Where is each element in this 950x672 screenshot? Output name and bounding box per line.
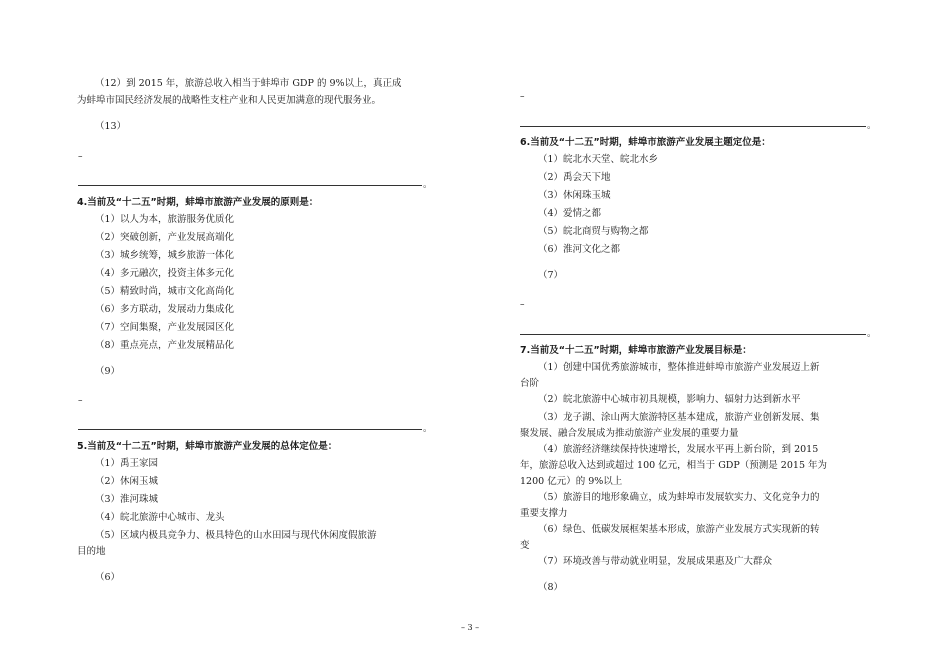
list-item-cont: 年，旅游总收入达到或超过 100 亿元，相当于 GDP（预测是 2015 年为 [520, 460, 828, 471]
list-item: （4）爱情之都 [538, 208, 602, 219]
list-item: （1）禹王家园 [95, 458, 159, 469]
list-item: （5）精致时尚，城市文化高尚化 [95, 286, 235, 297]
answer-line[interactable] [520, 126, 866, 127]
page-number: – 3 – [461, 623, 480, 632]
list-item-cont: 变 [520, 540, 530, 551]
line-end-mark: 。 [867, 121, 877, 131]
q7-heading: 7.当前及“十二五”时期，蚌埠市旅游产业发展目标是： [520, 345, 752, 356]
list-item: （5）皖北商贸与购物之都 [538, 226, 649, 237]
list-item: （4）旅游经济继续保持快速增长，发展水平再上新台阶，到 2015 [538, 444, 819, 455]
blank-dash: – [520, 300, 525, 310]
item12-line1: （12）到 2015 年，旅游总收入相当于蚌埠市 GDP 的 9%以上，真正成 [95, 78, 402, 89]
list-item: （5）区域内极具竞争力、极具特色的山水田园与现代休闲度假旅游 [95, 530, 377, 541]
list-item: （1）以人为本，旅游服务优质化 [95, 214, 235, 225]
blank-dash: – [78, 152, 83, 162]
answer-line[interactable] [78, 185, 422, 186]
list-item: （1）创建中国优秀旅游城市，整体推进蚌埠市旅游产业发展迈上新 [538, 362, 820, 373]
list-item: （2）休闲玉城 [95, 476, 159, 487]
item12-line2: 为蚌埠市国民经济发展的战略性支柱产业和人民更加满意的现代服务业。 [77, 95, 382, 106]
list-item-cont: 聚发展、融合发展成为推动旅游产业发展的重要力量 [520, 428, 739, 439]
list-item: （2）皖北旅游中心城市初具规模，影响力、辐射力达到新水平 [538, 394, 801, 405]
list-item: （3）城乡统筹，城乡旅游一体化 [95, 250, 235, 261]
list-item: （2）突破创新，产业发展高端化 [95, 232, 235, 243]
list-item-cont: 台阶 [520, 378, 540, 389]
list-item-cont: 重要支撑力 [520, 508, 568, 519]
item8-blank: （8） [538, 582, 564, 593]
list-item: （4）多元融次，投资主体多元化 [95, 268, 235, 279]
list-item: （3）淮河珠城 [95, 494, 159, 505]
blank-dash: – [520, 92, 525, 102]
list-item: （5）旅游目的地形象确立，成为蚌埠市发展软实力、文化竞争力的 [538, 492, 820, 503]
list-item: （6）绿色、低碳发展框架基本形成，旅游产业发展方式实现新的转 [538, 524, 820, 535]
list-item: （6）多方联动，发展动力集成化 [95, 304, 235, 315]
item13-blank: （13） [95, 121, 127, 132]
item6-blank: （6） [95, 572, 121, 583]
list-item: （2）禹会天下地 [538, 172, 611, 183]
blank-dash: – [78, 396, 83, 406]
list-item-cont: 1200 亿元）的 9%以上 [520, 476, 623, 487]
q4-heading: 4.当前及“十二五”时期，蚌埠市旅游产业发展的原则是： [77, 197, 319, 208]
list-item-cont: 目的地 [77, 546, 106, 557]
q5-heading: 5.当前及“十二五”时期，蚌埠市旅游产业发展的总体定位是： [77, 441, 338, 452]
line-end-mark: 。 [867, 329, 877, 339]
list-item: （4）皖北旅游中心城市、龙头 [95, 512, 225, 523]
item7-blank: （7） [538, 270, 564, 281]
answer-line[interactable] [520, 334, 866, 335]
list-item: （7）空间集聚，产业发展园区化 [95, 322, 235, 333]
answer-line[interactable] [78, 429, 422, 430]
list-item: （7）环境改善与带动就业明显，发展成果惠及广大群众 [538, 556, 773, 567]
item9-blank: （9） [95, 366, 121, 377]
list-item: （1）皖北水天堂、皖北水乡 [538, 154, 659, 165]
q6-heading: 6.当前及“十二五”时期，蚌埠市旅游产业发展主题定位是： [520, 137, 771, 148]
list-item: （8）重点亮点，产业发展精品化 [95, 340, 235, 351]
list-item: （3）龙子湖、涂山两大旅游特区基本建成，旅游产业创新发展、集 [538, 412, 820, 423]
line-end-mark: 。 [423, 180, 433, 190]
list-item: （6）淮河文化之都 [538, 244, 621, 255]
list-item: （3）休闲珠玉城 [538, 190, 611, 201]
line-end-mark: 。 [423, 424, 433, 434]
